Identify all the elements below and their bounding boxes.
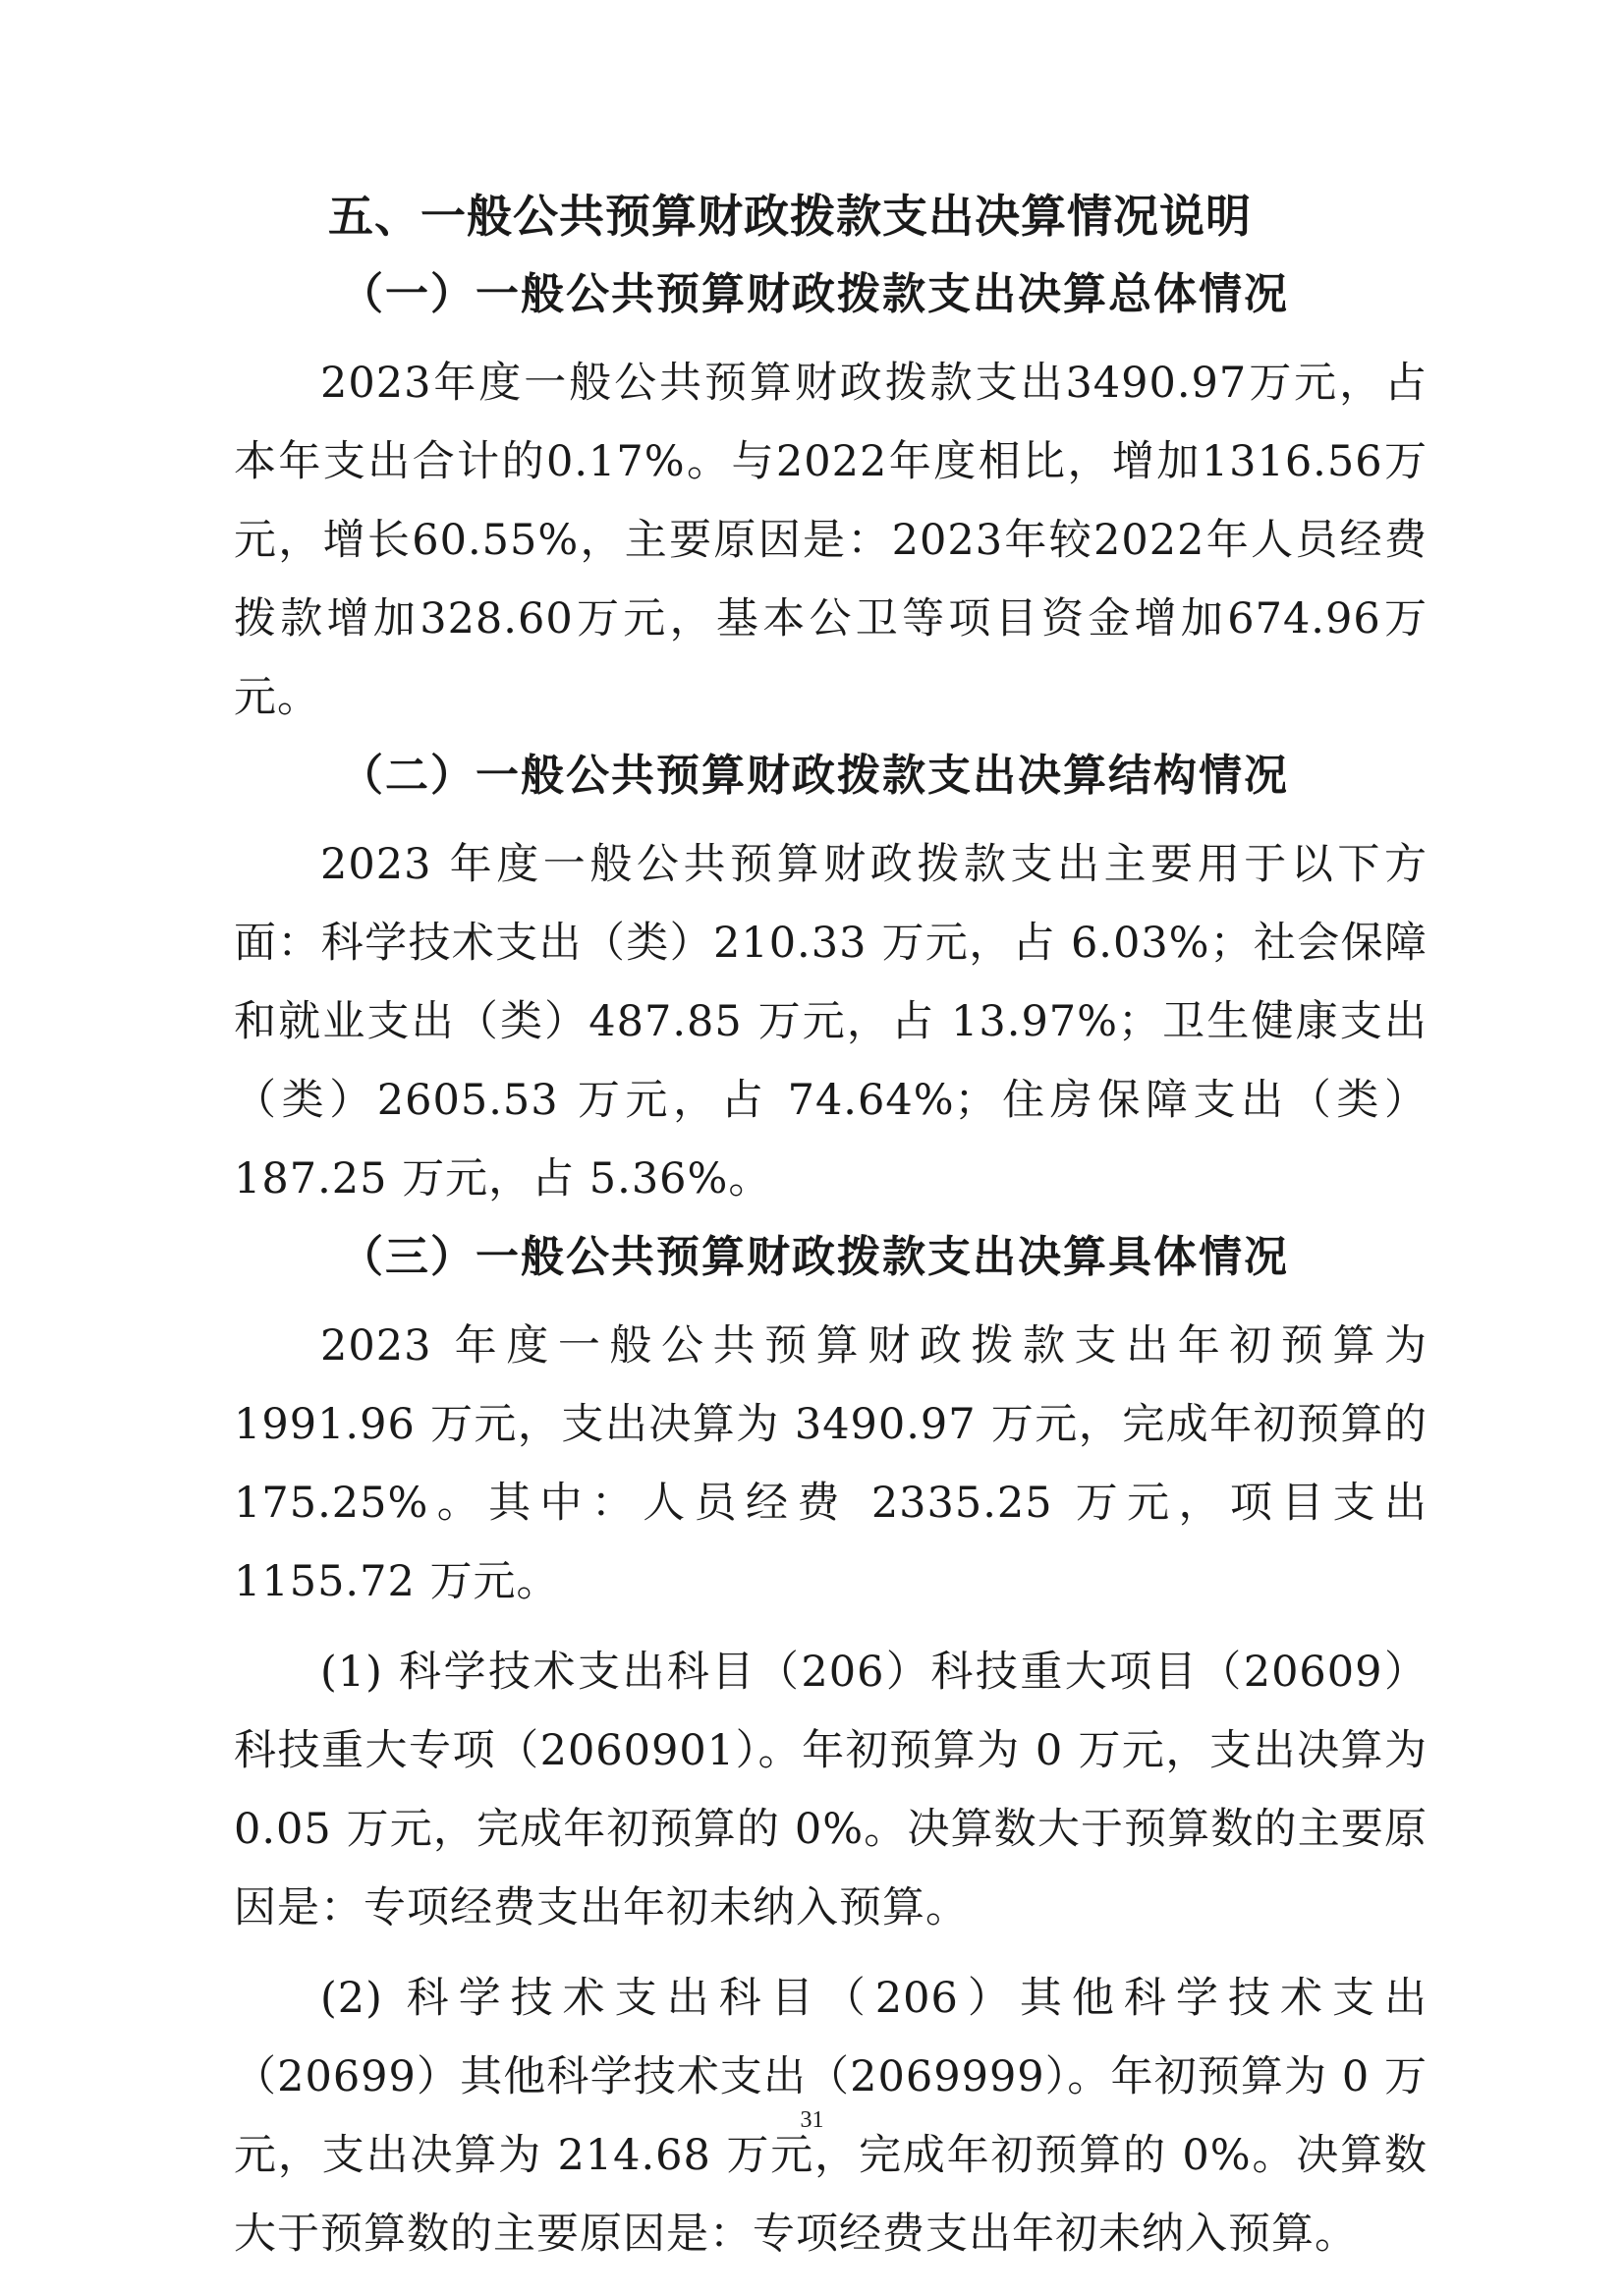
document-body <box>234 187 1428 2285</box>
paragraph-details-item-1: (1) 科学技术支出科目（206）科技重大项目（20609）科技重大专项（2060901）。年初预算为 0 万元，支出决算为 0.05 万元，完成年初预算的 0%。决算数大于预算数的主要原因是：专项经费支出年初未纳入预算。 <box>234 1648 1428 1932</box>
paragraph-structure: 2023 年度一般公共预算财政拨款支出主要用于以下方面：科学技术支出（类）210.33 万元，占 6.03%；社会保障和就业支出（类）487.85 万元，占 13.97%；卫生健康支出（类）2605.53 万元，占 74.64%；住房保障支出（类）187.25 万元，占 5.36%。 <box>234 840 1428 1203</box>
paragraph-details-item-2: (2) 科学技术支出科目（206）其他科学技术支出（20699）其他科学技术支出（2069999）。年初预算为 0 万元，支出决算为 214.68 万元，完成年初预算的 0%。决算数大于预算数的主要原因是：专项经费支出年初未纳入预算。 <box>234 1974 1428 2259</box>
subsection-title-structure: （二）一般公共预算财政拨款支出决算结构情况 <box>340 751 1289 801</box>
section-title: 五、一般公共预算财政拨款支出决算情况说明 <box>328 190 1252 243</box>
subsection-title-overall: （一）一般公共预算财政拨款支出决算总体情况 <box>340 269 1289 319</box>
paragraph-details-summary: 2023 年度一般公共预算财政拨款支出年初预算为 1991.96 万元，支出决算为 3490.97 万元，完成年初预算的 175.25%。其中：人员经费 2335.25 万元，项目支出 1155.72 万元。 <box>234 1321 1428 1606</box>
page-number: 31 <box>800 2107 824 2133</box>
subsection-title-details: （三）一般公共预算财政拨款支出决算具体情况 <box>340 1232 1289 1282</box>
paragraph-overall: 2023年度一般公共预算财政拨款支出3490.97万元，占本年支出合计的0.17%。与2022年度相比，增加1316.56万元，增长60.55%，主要原因是：2023年较2022年人员经费拨款增加328.60万元，基本公卫等项目资金增加674.96万元。 <box>234 359 1428 722</box>
